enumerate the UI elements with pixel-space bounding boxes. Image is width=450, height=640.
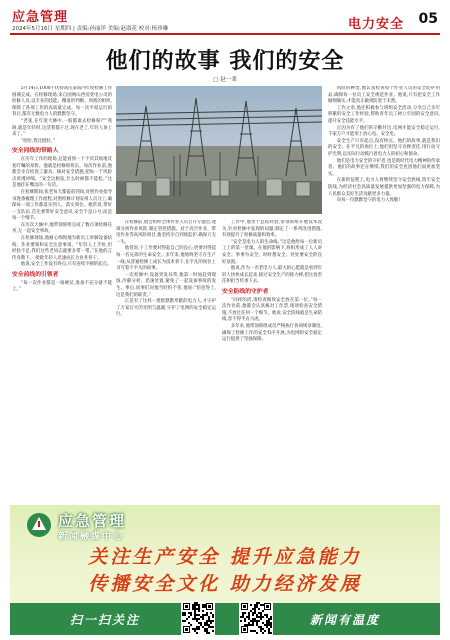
article-column-4 <box>328 86 440 500</box>
article-paragraph: 一次检修中,设备突发异常,他第一时间赶到现场,冷静分析、迅速处置,避免了一起设备事故的发生。事后,同事们问他当时怕不怕,他说:“怕也得上,这是我们的职责。” <box>116 272 216 298</box>
article-title: 他们的故事 我们的安全 <box>105 48 345 74</box>
emergency-logo-icon <box>26 512 52 538</box>
article-paragraph: 向每一位默默坚守的电力人致敬! <box>336 198 401 204</box>
article-author: □ 赵一秉 <box>213 77 237 83</box>
article-paragraph: 在检修现场,他耐心细致地为新员工讲解设备结构、作业要领和安全注意事项。“年轻人上手快,但经验不足,我们这些老同志就要多带一带。”在他的言传身教下,一批批年轻人迅速成长为业务骨干。 <box>12 236 112 261</box>
promo-banner <box>10 505 440 635</box>
scan-follow-text: 扫一扫关注 <box>70 613 141 627</box>
article-paragraph: 他说,安全工作没有终点,只有连续不断的起点。 <box>20 262 112 268</box>
brand-name: 应急管理 <box>58 512 127 530</box>
page-number: 05 <box>418 11 438 27</box>
substation-photo <box>116 86 322 214</box>
news-warmth-text: 新闻有温度 <box>310 613 381 627</box>
subheading: 安全前线的引领者 <box>12 272 59 279</box>
newspaper-name: 应急管理 <box>12 10 69 25</box>
subheading: 安全同线的带路人 <box>12 148 59 155</box>
article-paragraph: “老张,在年度大修中,一般都谁去检修呀?”“我呀,就是年轻时,这活我都干过,现在老了,年轻人顶上来了。” <box>12 118 112 138</box>
promo-strip <box>10 603 440 635</box>
article-paragraph: “安全是电力人的生命线。”这是他给每一位新员工上的第一堂课。在他的影响下,班组形成了人人讲安全、事事为安全、时时想安全、处处要安全的良好氛围。 <box>222 239 322 265</box>
article-paragraph: 在历次大修中,他带领班组完成了数百项检修任务,无一起安全事故。 <box>12 222 112 235</box>
article-paragraph: 5月14日,1000千伏特高压某站内年度检修工作圆满完成。在检修现场,来自国网山西送变电公司的检修人员,以专业的技能、精准的判断、周密的组织,保障了各项工作的高质量完成。每一次平稳运行的背后,都有无数电力人的默默坚守。 <box>12 86 112 118</box>
slogan-line-1: 关注生产安全 提升应急能力 <box>88 546 362 568</box>
article-column-2 <box>116 220 216 500</box>
subheading: 安全防线的守护者 <box>222 288 269 295</box>
header-rule <box>10 33 440 35</box>
article-column-3 <box>222 220 322 500</box>
article-paragraph: 安全生产只有起点,没有终点。他们的故事,就是我们的安全。在平凡的岗位上,他们用坚守诠释责任,用行动守护光明,以实际行动践行着电力人的初心和使命。 <box>328 138 440 157</box>
substation-illustration <box>116 86 322 214</box>
article-paragraph: 他说,作为一名老电力人,最大的心愿就是看到年轻人快快成长起来,接过安全生产的接力棒,把这份责任和担当传承下去。 <box>222 266 322 285</box>
page-header <box>0 0 450 40</box>
article-column-1 <box>12 86 112 500</box>
article-paragraph: 多年来,他带领班组成员严格执行各项规章制度,确保了检修工作的安全有序开展,为电网的安全稳定运行提供了坚强保障。 <box>222 323 322 343</box>
article-paragraph: 风险的种类,他认真检查每个作业人员的安全防护用品,确保每一位员工安全规范作业。他说,只有把安全工作做细做实,才能真正做到防患于未然。 <box>328 86 440 105</box>
article-paragraph: 他常说,干工作要对得起自己的良心,更要对得起每一名兄弟的生命安全。多年来,他始终坚守在生产一线,从普通检修工成长为技术骨干,在平凡的岗位上书写着不平凡的故事。 <box>116 246 216 272</box>
section-title: 电力安全 <box>347 17 404 32</box>
article-paragraph: 他们是电力安全的守护者,也是新时代电力精神的传承者。他们的故事还在继续,我们的安全也因他们而更加坚实。 <box>328 158 440 177</box>
article-paragraph: 在历年工作的现场,总能看到一个不厌其烦地反复叮嘱的身影。他就是检修班班长。每次作业前,他都会亲自检查工器具、核对安全措施,把每一个风险点讲透讲细。“安全这根弦,什么时候都不能松。”这是他挂在嘴边的一句话。 <box>12 156 112 189</box>
article-paragraph: 在新的征程上,电力人将继续坚守安全底线,筑牢安全防线,为经济社会高质量发展提供更加坚强的电力保障,为人民群众美好生活贡献更多力量。 <box>328 178 440 197</box>
article-paragraph: “每一次作业都是一场硬仗,准备不充分就不能上。” <box>12 280 112 293</box>
article-paragraph: 正是有了这样一批批默默奉献的电力人,才守护了万家灯火的光明与温暖,守护了电网的安全稳定运行。 <box>116 299 216 318</box>
article-paragraph: 在检修前,他会组织全体作业人员召开专题会,逐项分析作业风险,制定管控措施。对于高空作业、带电作业等高风险项目,他坚持亲自到场监护,确保万无一失。 <box>116 220 216 245</box>
article-paragraph: “同样的活,请检查细致安全放在第一位。”每一次作业前,他都会认真核对工作票,逐项检查安全措施,不放过任何一个细节。他说,安全防线就是生命防线,容不得半点马虎。 <box>222 297 322 323</box>
slogan-line-2: 传播安全文化 助力经济发展 <box>88 573 362 595</box>
qr-code-icon[interactable] <box>239 601 273 635</box>
qr-code-icon[interactable] <box>181 601 215 635</box>
article-paragraph: 在检修期间,张老每天都提前到岗,对照作业指导书逐条梳理工作流程,对照检修计划安排人员分工,确保每一项工作都落实到人、落实到位。他常说,带好一支队伍,首先要带好安全意识,安全不是口号,而是每一个细节。 <box>12 189 112 222</box>
article-paragraph: 工作中,他善于总结经验,带领班组开展技术攻关,针对检修中发现的问题,制定了一系列改进措施,有效提升了检修质量和效率。 <box>222 220 322 239</box>
article-paragraph: “哈哈,我还挺好。” <box>20 138 56 144</box>
brand-subtitle: 新闻融媒中心 <box>58 532 125 542</box>
article-paragraph: 正因为有了他们的辛勤付出,电网才能安全稳定运行,千家万户才能用上放心电、安全电。 <box>328 125 440 138</box>
article-paragraph: 工作之余,他还积极参与班组安全活动,分享自己多年积累的安全工作经验,帮助青年员工树立牢固的安全意识,提升安全技能水平。 <box>328 105 440 124</box>
issue-meta: 2024年5月16日 星期四 | 责编:孙丽萍 美编:赵淑花 校对:杨珍琳 <box>12 26 169 32</box>
